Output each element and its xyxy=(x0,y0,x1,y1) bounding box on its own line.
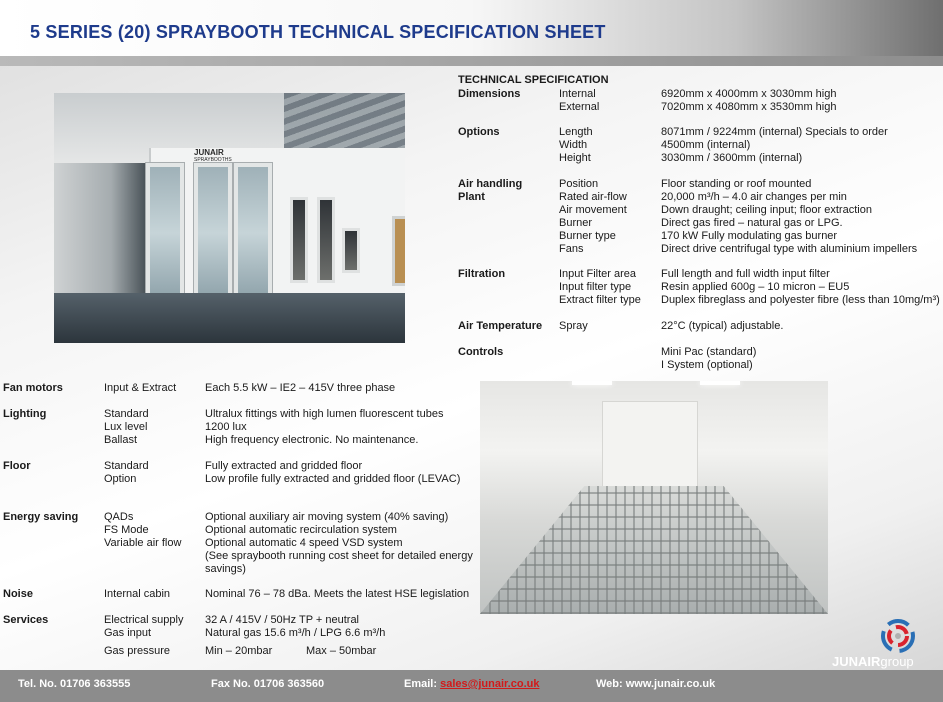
junair-logo-icon xyxy=(876,616,920,656)
spec-item-value: Nominal 76 – 78 dBa. Meets the latest HSE legislation xyxy=(205,588,470,600)
spec-item-label: Gas pressure xyxy=(104,645,171,657)
gas-pressure-max: Max – 50mbar xyxy=(306,645,377,657)
spec-group-label: Services xyxy=(3,614,49,626)
spec-item-label: Burner xyxy=(559,217,593,229)
spec-item-label: Position xyxy=(559,178,599,190)
spec-item-label: Input & Extract xyxy=(104,382,177,394)
spec-item-value: 3030mm / 3600mm (internal) xyxy=(661,152,803,164)
spec-item-value: 22°C (typical) adjustable. xyxy=(661,320,784,332)
spec-group-label: Options xyxy=(458,126,500,138)
spec-group-label: Fan motors xyxy=(3,382,63,394)
spec-item-label: FS Mode xyxy=(104,524,149,536)
spec-item-value: 1200 lux xyxy=(205,421,247,433)
photo-booth-window xyxy=(290,197,308,283)
photo-junair-logo: JUNAIR SPRAYBOOTHS xyxy=(194,148,232,163)
spec-item-value: Low profile fully extracted and gridded floor (LEVAC) xyxy=(205,473,461,485)
header-banner xyxy=(0,0,943,62)
spraybooth-exterior-photo xyxy=(54,93,405,343)
spec-item-value: High frequency electronic. No maintenance. xyxy=(205,434,419,446)
spec-item-label: Internal cabin xyxy=(104,588,171,600)
footer-email-label: Email: xyxy=(404,678,438,690)
spec-item-label: External xyxy=(559,101,600,113)
spec-item-value: I System (optional) xyxy=(661,359,753,371)
spec-group-label: Noise xyxy=(3,588,33,600)
footer-telephone: Tel. No. 01706 363555 xyxy=(18,678,131,690)
footer-fax: Fax No. 01706 363560 xyxy=(211,678,325,690)
spec-group-label: Lighting xyxy=(3,408,47,420)
photo-booth-window xyxy=(342,228,360,273)
spec-item-value: Duplex fibreglass and polyester fibre (less than 10mg/m³) xyxy=(661,294,940,306)
spec-item-value: Natural gas 15.6 m³/h / LPG 6.6 m³/h xyxy=(205,627,386,639)
photo-ceiling-light xyxy=(572,381,612,385)
logo-wordmark: JUNAIRgroup xyxy=(832,654,914,669)
spec-item-value: Direct gas fired – natural gas or LPG. xyxy=(661,217,843,229)
spec-group-label: Floor xyxy=(3,460,31,472)
spec-group-label: Filtration xyxy=(458,268,506,280)
spec-item-value: Fully extracted and gridded floor xyxy=(205,460,363,472)
spec-item-label: Height xyxy=(559,152,591,164)
photo-gridded-floor xyxy=(480,486,828,614)
spec-item-label: Extract filter type xyxy=(559,294,641,306)
spec-item-value: Mini Pac (standard) xyxy=(661,346,757,358)
spec-group-label: Controls xyxy=(458,346,504,358)
spec-item-label: Variable air flow xyxy=(104,537,182,549)
photo-booth-window xyxy=(317,197,335,283)
spec-item-label: Lux level xyxy=(104,421,148,433)
spec-item-label: Fans xyxy=(559,243,584,255)
spec-item-label: Standard xyxy=(104,460,149,472)
spec-item-value: Optional automatic 4 speed VSD system xyxy=(205,537,403,549)
footer-website[interactable]: Web: www.junair.co.uk xyxy=(596,678,716,690)
spec-group-label: Energy saving xyxy=(3,511,79,523)
spec-item-value: Min – 20mbar xyxy=(205,645,273,657)
spec-item-label: Length xyxy=(559,126,593,138)
spec-group-label: Plant xyxy=(458,191,485,203)
spec-item-value: 32 A / 415V / 50Hz TP + neutral xyxy=(205,614,360,626)
spec-item-label: Input filter type xyxy=(559,281,632,293)
photo-back-wall xyxy=(602,401,698,491)
spec-item-value: 8071mm / 9224mm (internal) Specials to order xyxy=(661,126,888,138)
spec-item-value: Full length and full width input filter xyxy=(661,268,830,280)
spec-item-value: 170 kW Fully modulating gas burner xyxy=(661,230,838,242)
spec-item-label: Gas input xyxy=(104,627,152,639)
spec-item-value: Resin applied 600g – 10 micron – EU5 xyxy=(661,281,850,293)
spec-item-value: Floor standing or roof mounted xyxy=(661,178,812,190)
spec-item-label: Spray xyxy=(559,320,588,332)
spec-item-value: Optional automatic recirculation system xyxy=(205,524,397,536)
spec-item-label: Rated air-flow xyxy=(559,191,627,203)
spec-item-label: QADs xyxy=(104,511,134,523)
spec-item-label: Ballast xyxy=(104,434,138,446)
photo-booth-door xyxy=(194,163,232,303)
spec-item-label: Standard xyxy=(104,408,149,420)
spec-item-value: Down draught; ceiling input; floor extraction xyxy=(661,204,872,216)
footer-email-group xyxy=(404,678,539,690)
spec-group-label: Air Temperature xyxy=(458,320,543,332)
spec-item-label: Air movement xyxy=(559,204,627,216)
spec-item-label: Burner type xyxy=(559,230,616,242)
spec-item-label: Input Filter area xyxy=(559,268,637,280)
spec-item-label: Electrical supply xyxy=(104,614,184,626)
footer-bar xyxy=(0,670,943,702)
spec-item-value: 4500mm (internal) xyxy=(661,139,751,151)
spec-item-label: Internal xyxy=(559,88,596,100)
page-title: 5 SERIES (20) SPRAYBOOTH TECHNICAL SPECIFICATION SHEET xyxy=(30,22,606,42)
spec-item-value: Optional auxiliary air moving system (40% saving) xyxy=(205,511,449,523)
spec-item-value: Ultralux fittings with high lumen fluorescent tubes xyxy=(205,408,444,420)
spec-item-value: Each 5.5 kW – IE2 – 415V three phase xyxy=(205,382,396,394)
spec-item-value: 6920mm x 4000mm x 3030mm high xyxy=(661,88,837,100)
spec-item-label: Option xyxy=(104,473,137,485)
spec-item-value: 7020mm x 4080mm x 3530mm high xyxy=(661,101,837,113)
spec-heading: TECHNICAL SPECIFICATION xyxy=(458,74,609,86)
photo-ceiling-light xyxy=(700,381,740,385)
spec-item-value: Direct drive centrifugal type with aluminium impellers xyxy=(661,243,918,255)
photo-booth-door xyxy=(146,163,184,303)
spec-group-label: Dimensions xyxy=(458,88,521,100)
spec-group-label: Air handling xyxy=(458,178,523,190)
header-rule xyxy=(0,56,943,66)
photo-booth-door xyxy=(234,163,272,303)
spec-item-label: Width xyxy=(559,139,588,151)
spec-item-value: savings) xyxy=(205,563,246,575)
photo-floor xyxy=(54,293,405,343)
photo-corridor xyxy=(54,163,149,313)
photo-wooden-door xyxy=(392,216,405,286)
spec-item-value: (See spraybooth running cost sheet for detailed energy xyxy=(205,550,473,562)
spec-item-value: 20,000 m³/h – 4.0 air changes per min xyxy=(661,191,847,203)
footer-email-link[interactable]: sales@junair.co.uk xyxy=(440,678,540,690)
spraybooth-interior-photo xyxy=(480,381,828,614)
